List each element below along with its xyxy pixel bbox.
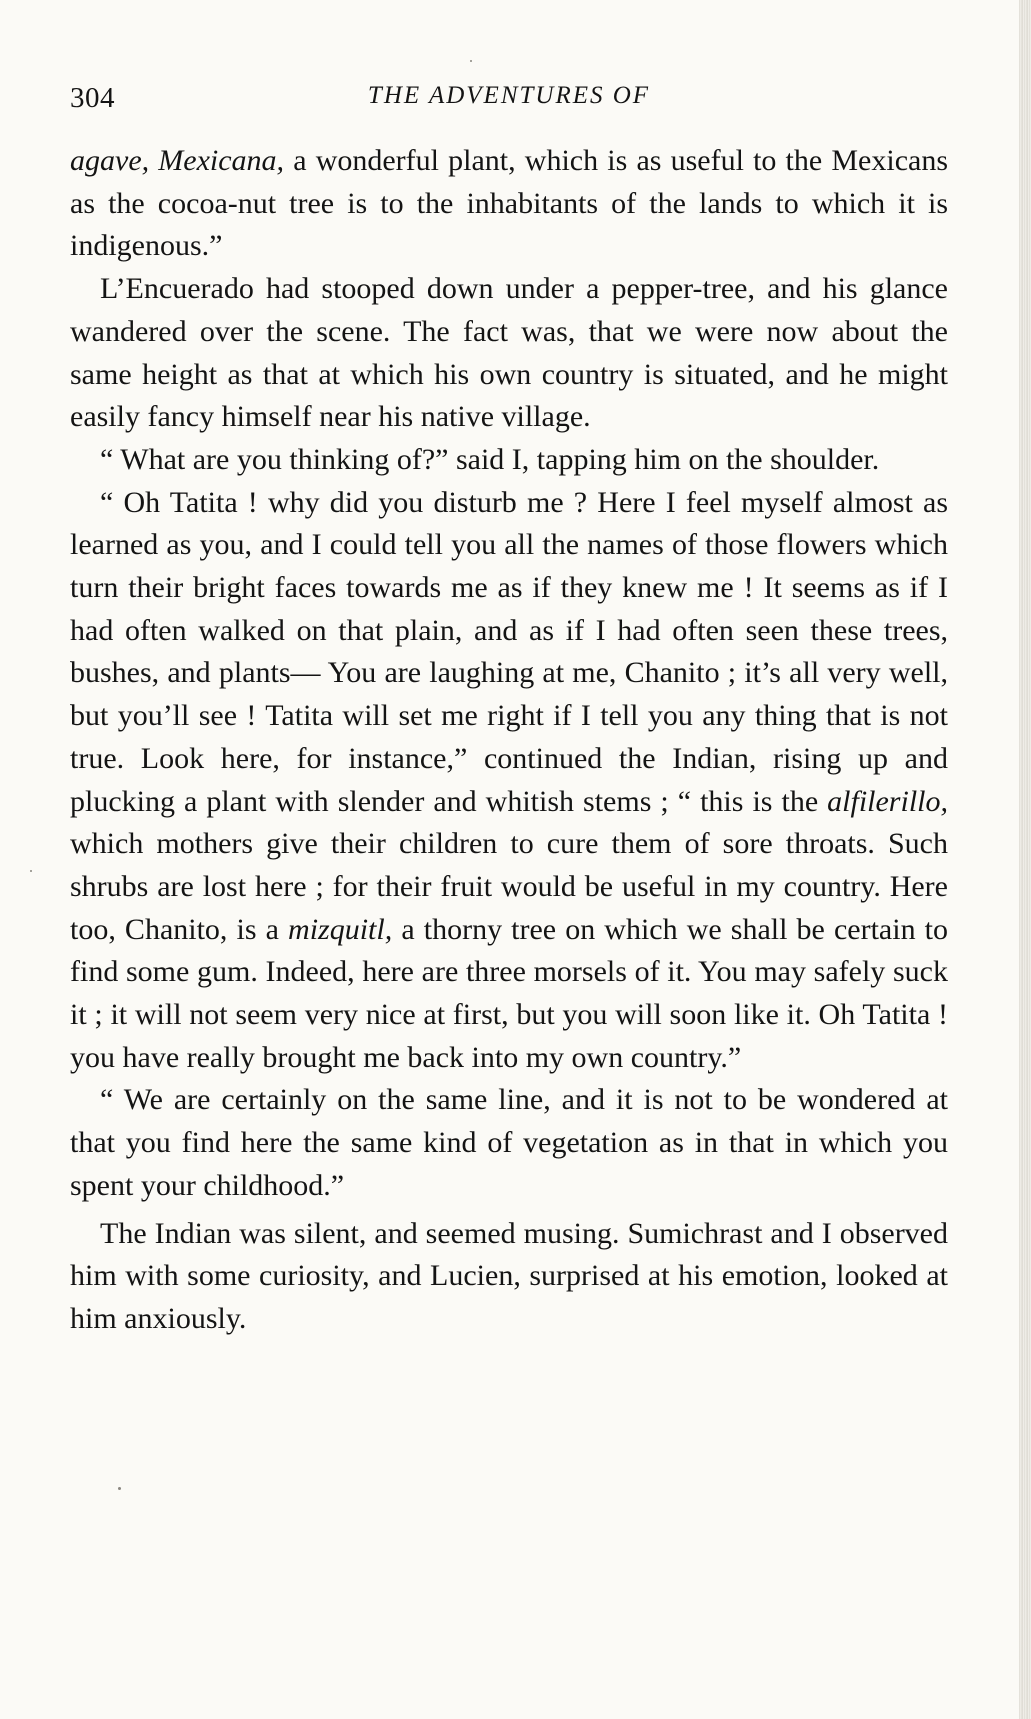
paper-speck bbox=[118, 1487, 121, 1490]
italic-term: agave, Mexicana, bbox=[70, 144, 285, 177]
page-number: 304 bbox=[70, 82, 115, 114]
text-run: a wonderful plant, which is as useful to the Mexicans as the cocoa-nut tree is to the inhabitants of the lands to which it is indigenous.” bbox=[70, 144, 948, 263]
text-run: “ What are you thinking of?” said I, tapping him on the shoulder. bbox=[100, 442, 880, 476]
paragraph bbox=[70, 268, 948, 439]
italic-term: alfilerillo, bbox=[827, 784, 948, 818]
body-text bbox=[70, 140, 948, 1341]
text-run: “ Oh Tatita ! why did you disturb me ? Here I feel myself almost as learned as you, and I could tell you all the names of those flowers which turn their bright faces towards me as if they knew me ! It seems as if I had often walked on that plain, and as if I had often seen these trees, bushes, and plants— You are laughing at me, Chanito ; it’s all very well, but you’ll see ! Tatita will set me right if I tell you any thing that is not true. Look here, for instance,” continued the Indian, rising up and plucking a plant with slender and whitish stems ; “ this is the bbox=[70, 485, 948, 818]
page-edge-shading bbox=[1019, 0, 1031, 1719]
paragraph bbox=[70, 140, 948, 268]
paragraph bbox=[70, 439, 948, 482]
running-head: THE ADVENTURES OF bbox=[367, 82, 651, 109]
text-run: which mothers give their children to cure them of sore throats. Such shrubs are lost here ; for their fruit would be useful in my country. Here too, Chanito, is a bbox=[70, 827, 948, 946]
text-run: L’Encuerado had stooped down under a pepper-tree, and his glance wandered over the scene. The fact was, that we were now about the same height as that at which his own country is situated, and he might easily fancy himself near his native village. bbox=[70, 272, 948, 434]
text-run: The Indian was silent, and seemed musing. Sumichrast and I observed him with some curiosity, and Lucien, surprised at his emotion, looked at him anxiously. bbox=[70, 1216, 948, 1335]
paragraph bbox=[70, 1213, 948, 1341]
paper-speck bbox=[30, 870, 32, 872]
italic-term: mizquitl, bbox=[288, 912, 393, 946]
text-run: a thorny tree on which we shall be certain to find some gum. Indeed, here are three morsels of it. You may safely suck it ; it will not seem very nice at first, but you will soon like it. Oh Tatita ! you have really brought me back into my own country.” bbox=[70, 912, 949, 1074]
text-run: “ We are certainly on the same line, and it is not to be wondered at that you find here the same kind of vegetation as in that in which you spent your childhood.” bbox=[70, 1083, 948, 1202]
page-header bbox=[70, 82, 948, 122]
paragraph bbox=[70, 482, 948, 1080]
paper-speck bbox=[470, 60, 472, 62]
paragraph bbox=[70, 1079, 948, 1207]
